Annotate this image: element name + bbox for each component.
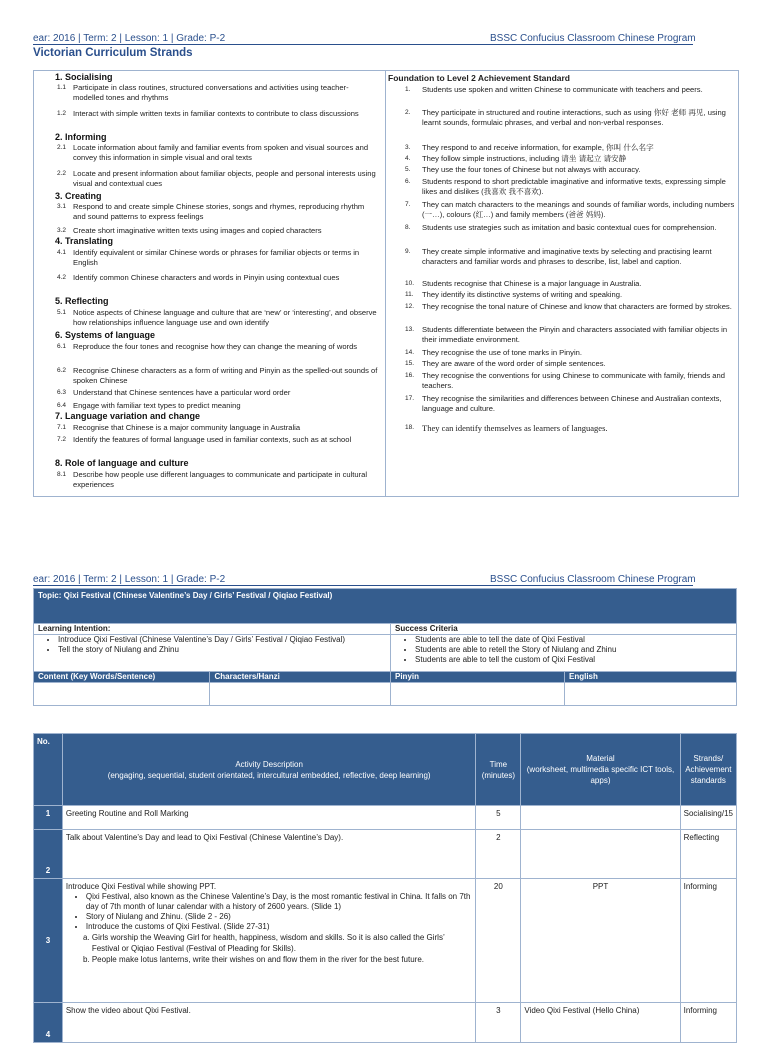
standards-heading: Foundation to Level 2 Achievement Standard xyxy=(388,73,570,83)
row-desc: Introduce Qixi Festival while showing PPT. xyxy=(65,882,217,891)
strand-item xyxy=(57,109,379,119)
success-item: • Students are able to tell the custom of Qixi Festival xyxy=(415,655,732,665)
standard-text: Students use strategies such as imitation and basic contextual cues for comprehension. xyxy=(422,223,717,232)
content-cell xyxy=(34,683,210,706)
strand-item-text: Respond to and create simple Chinese stories, songs and rhymes, reproducing rhythm and sound patterns to express feelings xyxy=(73,202,365,221)
activity-row xyxy=(34,806,737,830)
col-characters: Characters/Hanzi xyxy=(210,672,391,683)
desc-subitem: a. Girls worship the Weaving Girl for health, happiness, wisdom and skills. So it is also called the Girls’ Festival or Qiqiao Festival (Festival of Pleading for Skills). xyxy=(92,932,473,954)
topic-table xyxy=(33,588,737,706)
strands-box-divider xyxy=(385,70,386,496)
standard-text: They participate in structured and routine interactions, such as using 你好 老师 再见, using learnt sounds, formulaic phrases, and verbal and non-verbal responses. xyxy=(422,108,726,127)
strand-item xyxy=(57,435,379,445)
standard-number: 11. xyxy=(405,291,414,298)
standard-item xyxy=(405,371,735,391)
head-material xyxy=(521,734,680,806)
standard-number: 17. xyxy=(405,395,415,402)
standard-item xyxy=(405,177,735,197)
standard-item xyxy=(405,290,735,300)
strand-item-number: 4.2 xyxy=(57,274,67,281)
standard-number: 4. xyxy=(405,155,411,162)
standard-text: They recognise the similarities and differences between Chinese and Australian contexts, language and culture. xyxy=(422,394,722,413)
standard-item xyxy=(405,200,735,220)
header-divider-2 xyxy=(33,585,693,586)
standard-text: They recognise the tonal nature of Chinese and know that characters are formed by strokes. xyxy=(422,302,732,311)
row-material xyxy=(521,830,680,879)
head-activity xyxy=(62,734,476,806)
strand-item-text: Locate information about family and familiar events from spoken and visual sources and convey this information in simple visual and oral texts xyxy=(73,143,369,162)
standard-number: 10. xyxy=(405,280,415,287)
strand-item-number: 1.1 xyxy=(57,84,67,91)
strand-title: 7. Language variation and change xyxy=(55,411,201,421)
strand-item-number: 7.1 xyxy=(57,424,67,431)
header-program-2: BSSC Confucius Classroom Chinese Program xyxy=(490,574,696,585)
strand-item-number: 2.2 xyxy=(57,170,67,177)
strand-item-text: Describe how people use different languages to communicate and participate in cultural experiences xyxy=(73,470,368,489)
standard-item xyxy=(405,247,735,267)
row-material xyxy=(521,806,680,830)
standard-number: 8. xyxy=(405,224,411,231)
standard-number: 7. xyxy=(405,201,411,208)
head-strands: Strands/ Achievement standards xyxy=(680,734,736,806)
col-content: Content (Key Words/Sentence) xyxy=(34,672,210,683)
strand-item-number: 1.2 xyxy=(57,110,67,117)
strands-heading: Victorian Curriculum Strands xyxy=(33,47,193,59)
standard-number: 12. xyxy=(405,303,415,310)
standard-item xyxy=(405,108,735,128)
strand-item-number: 6.1 xyxy=(57,343,67,350)
standard-text: Students recognise that Chinese is a major language in Australia. xyxy=(422,279,642,288)
standard-text: Students respond to short predictable imaginative and informative texts, expressing simple likes and dislikes (我喜欢 我不喜欢). xyxy=(422,177,726,196)
success-item: • Students are able to retell the Story of Niulang and Zhinu xyxy=(415,645,732,655)
standard-text: They identify its distinctive systems of writing and speaking. xyxy=(422,290,623,299)
success-criteria-list xyxy=(391,635,737,672)
standard-item xyxy=(405,348,735,358)
strand-item xyxy=(57,308,379,328)
strand-title: 6. Systems of language xyxy=(55,330,156,340)
row-desc: Talk about Valentine’s Day and lead to Qixi Festival (Chinese Valentine’s Day). xyxy=(62,830,476,879)
standard-text: They respond to and receive information, for example, 你叫 什么名字 xyxy=(422,143,654,152)
pinyin-cell xyxy=(391,683,565,706)
standard-number: 13. xyxy=(405,326,415,333)
strand-item-text: Notice aspects of Chinese language and culture that are ‘new’ or ‘interesting’, and observe how relationships influence language use and own identify xyxy=(73,308,377,327)
strand-item-text: Interact with simple written texts in familiar contexts to contribute to class discussions xyxy=(73,109,359,118)
learning-intention-list xyxy=(34,635,391,672)
strand-item-number: 2.1 xyxy=(57,144,67,151)
head-time: Time (minutes) xyxy=(476,734,521,806)
standard-text: They create simple informative and imaginative texts by selecting and practising learnt characters and familiar words and phrases to describe, list, label and caption. xyxy=(422,247,712,266)
strand-item-number: 3.1 xyxy=(57,203,67,210)
strand-item-number: 7.2 xyxy=(57,436,67,443)
head-activity-title: Activity Description xyxy=(235,759,303,769)
strand-item xyxy=(57,169,379,189)
standard-number: 14. xyxy=(405,349,415,356)
row-material: Video Qixi Festival (Hello China) xyxy=(521,1003,680,1043)
strand-item-text: Identify common Chinese characters and words in Pinyin using contextual cues xyxy=(73,273,340,282)
standard-text: They follow simple instructions, including 请坐 请起立 请安静 xyxy=(422,154,627,163)
row-time: 5 xyxy=(476,806,521,830)
header-divider xyxy=(33,44,693,45)
standard-item xyxy=(405,302,735,312)
strand-title: 3. Creating xyxy=(55,191,102,201)
standard-text: They recognise the conventions for using Chinese to communicate with family, friends and teachers. xyxy=(422,371,725,390)
row-no: 3 xyxy=(34,879,63,1003)
standard-item xyxy=(405,165,735,175)
activity-row xyxy=(34,830,737,879)
strand-item xyxy=(57,273,379,283)
standard-number: 1. xyxy=(405,86,411,93)
standard-number: 15. xyxy=(405,360,415,367)
strand-item-number: 6.3 xyxy=(57,389,67,396)
strand-item xyxy=(57,83,379,103)
standard-number: 5. xyxy=(405,166,411,173)
strand-item xyxy=(57,226,379,236)
row-desc: Greeting Routine and Roll Marking xyxy=(62,806,476,830)
header-lesson-info-2: ear: 2016 | Term: 2 | Lesson: 1 | Grade: P-2 xyxy=(33,574,226,585)
row-strand: Socialising/15 xyxy=(680,806,736,830)
strand-item-text: Recognise that Chinese is a major community language in Australia xyxy=(73,423,301,432)
head-material-title: Material xyxy=(586,754,615,763)
col-english: English xyxy=(565,672,737,683)
desc-subitem: b. People make lotus lanterns, write their wishes on and flow them in the river for the best future. xyxy=(92,954,473,965)
learning-item: • Tell the story of Niulang and Zhinu xyxy=(58,645,386,655)
learning-item: • Introduce Qixi Festival (Chinese Valentine’s Day / Girls’ Festival / Qiqiao Festival) xyxy=(58,635,386,645)
strand-item-text: Identify equivalent or similar Chinese words or phrases for familiar objects or terms in English xyxy=(73,248,360,267)
row-no: 4 xyxy=(34,1003,63,1043)
standard-item xyxy=(405,423,735,433)
head-activity-sub: (engaging, sequential, student orientated, intercultural embedded, reflective, deep learning) xyxy=(107,770,431,780)
standard-number: 16. xyxy=(405,372,415,379)
standard-number: 2. xyxy=(405,109,411,116)
head-no: No. xyxy=(34,734,63,806)
strand-item xyxy=(57,143,379,163)
strand-item-text: Recognise Chinese characters as a form of writing and Pinyin as the spelled-out sounds of spoken Chinese xyxy=(73,366,378,385)
header-lesson-info: ear: 2016 | Term: 2 | Lesson: 1 | Grade: P-2 xyxy=(33,33,226,44)
standard-text: Students use spoken and written Chinese to communicate with teachers and peers. xyxy=(422,85,703,94)
strand-item xyxy=(57,248,379,268)
header-program: BSSC Confucius Classroom Chinese Program xyxy=(490,33,696,44)
standard-item xyxy=(405,223,735,233)
strand-item-text: Create short imaginative written texts using images and copied characters xyxy=(73,226,322,235)
row-time: 20 xyxy=(476,879,521,1003)
strand-title: 2. Informing xyxy=(55,132,107,142)
standard-item xyxy=(405,279,735,289)
standard-number: 3. xyxy=(405,144,411,151)
standard-number: 6. xyxy=(405,178,411,185)
standard-text: Students differentiate between the Pinyin and characters associated with familiar objects in their immediate environment. xyxy=(422,325,728,344)
head-material-sub: (worksheet, multimedia specific ICT tools, apps) xyxy=(526,765,675,785)
standard-number: 18. xyxy=(405,424,415,431)
strand-item-text: Participate in class routines, structured conversations and activities using teacher-modelled tones and rhythms xyxy=(73,83,349,102)
row-strand: Reflecting xyxy=(680,830,736,879)
strand-item-text: Reproduce the four tones and recognise how they can change the meaning of words xyxy=(73,342,358,351)
strand-item-text: Identify the features of formal language used in familiar contexts, such as at school xyxy=(73,435,352,444)
strand-item xyxy=(57,423,379,433)
activity-row xyxy=(34,1003,737,1043)
row-no: 1 xyxy=(34,806,63,830)
activity-row xyxy=(34,879,737,1003)
strand-item-number: 6.2 xyxy=(57,367,67,374)
success-item: • Students are able to tell the date of Qixi Festival xyxy=(415,635,732,645)
strand-item-number: 5.1 xyxy=(57,309,67,316)
row-time: 2 xyxy=(476,830,521,879)
standard-text: They recognise the use of tone marks in Pinyin. xyxy=(422,348,582,357)
success-criteria-label: Success Criteria xyxy=(391,624,737,635)
strand-item xyxy=(57,388,379,398)
row-time: 3 xyxy=(476,1003,521,1043)
strand-item-number: 3.2 xyxy=(57,227,67,234)
desc-bullet: • Story of Niulang and Zhinu. (Slide 2 - 26) xyxy=(86,912,473,922)
strand-item-text: Understand that Chinese sentences have a particular word order xyxy=(73,388,291,397)
strand-item xyxy=(57,342,379,352)
standard-item xyxy=(405,154,735,164)
strand-item-number: 4.1 xyxy=(57,249,67,256)
strand-item xyxy=(57,366,379,386)
row-material: PPT xyxy=(521,879,680,1003)
strand-item xyxy=(57,470,379,490)
strand-item-text: Engage with familiar text types to predict meaning xyxy=(73,401,241,410)
row-strand: Informing xyxy=(680,879,736,1003)
row-desc-block xyxy=(62,879,476,1003)
desc-bullet: • Qixi Festival, also known as the Chinese Valentine’s Day, is the most romantic festival in China. It falls on 7th day of 7th month of lunar calendar with a history of 2600 years. (Slide 1) xyxy=(86,892,473,912)
strand-item-number: 6.4 xyxy=(57,402,67,409)
characters-cell xyxy=(210,683,391,706)
topic-title: Topic: Qixi Festival (Chinese Valentine’s Day / Girls’ Festival / Qiqiao Festival) xyxy=(34,589,737,624)
strand-title: 5. Reflecting xyxy=(55,296,109,306)
col-pinyin: Pinyin xyxy=(391,672,565,683)
strand-item xyxy=(57,401,379,411)
strand-item-text: Locate and present information about familiar objects, people and personal interests using visual and contextual cues xyxy=(73,169,376,188)
standard-item xyxy=(405,325,735,345)
desc-bullet: • Introduce the customs of Qixi Festival. (Slide 27-31) xyxy=(86,922,473,932)
strand-title: 4. Translating xyxy=(55,236,114,246)
standard-text: They can identify themselves as learners of languages. xyxy=(422,423,608,433)
strand-item xyxy=(57,202,379,222)
strand-item-number: 8.1 xyxy=(57,471,67,478)
strand-title: 1. Socialising xyxy=(55,72,113,82)
learning-intention-label: Learning Intention: xyxy=(34,624,391,635)
standard-text: They use the four tones of Chinese but not always with accuracy. xyxy=(422,165,641,174)
standard-item xyxy=(405,85,735,95)
standard-item xyxy=(405,394,735,414)
row-desc: Show the video about Qixi Festival. xyxy=(62,1003,476,1043)
strand-title: 8. Role of language and culture xyxy=(55,458,189,468)
activity-table xyxy=(33,733,737,1043)
english-cell xyxy=(565,683,737,706)
standard-number: 9. xyxy=(405,248,411,255)
row-no: 2 xyxy=(34,830,63,879)
standard-item xyxy=(405,143,735,153)
standard-text: They are aware of the word order of simple sentences. xyxy=(422,359,606,368)
row-strand: Informing xyxy=(680,1003,736,1043)
standard-item xyxy=(405,359,735,369)
standard-text: They can match characters to the meanings and sounds of familiar words, including numbers (一…), colours (红…) and family members (爸爸 妈妈). xyxy=(422,200,735,219)
